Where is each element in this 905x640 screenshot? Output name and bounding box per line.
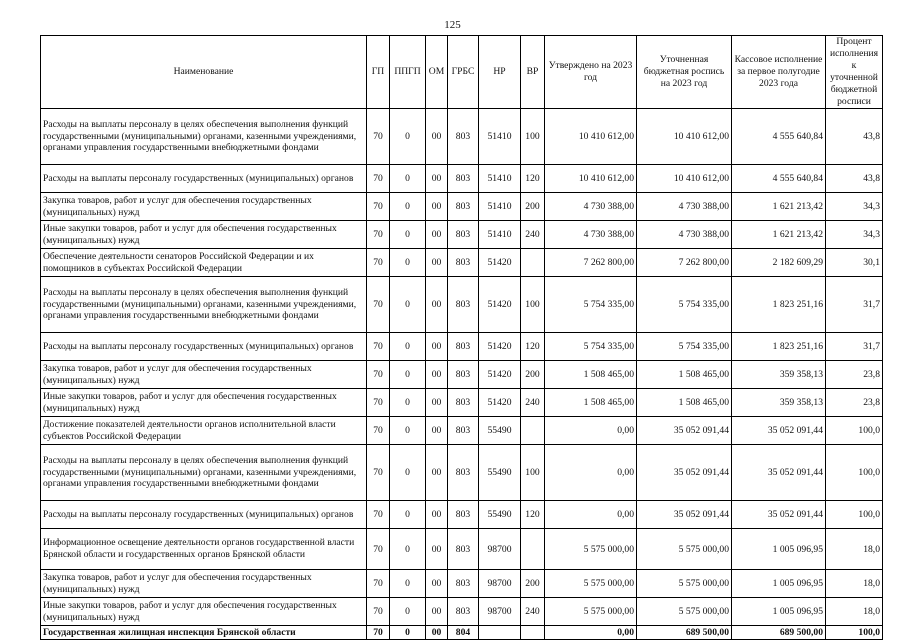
percent-cell: 100,0 <box>826 445 883 501</box>
vr-cell: 120 <box>521 333 545 361</box>
percent-cell: 31,7 <box>826 333 883 361</box>
approved-cell: 4 730 388,00 <box>545 221 637 249</box>
percent-cell: 100,0 <box>826 501 883 529</box>
name-cell: Расходы на выплаты персоналу государственных (муниципальных) органов <box>41 333 367 361</box>
cash-cell: 1 621 213,42 <box>732 193 826 221</box>
vr-cell: 120 <box>521 501 545 529</box>
table-row <box>41 165 883 193</box>
gp-cell: 70 <box>367 109 390 165</box>
header-grbs: ГРБС <box>448 36 479 109</box>
grbs-cell: 803 <box>448 501 479 529</box>
gp-cell: 70 <box>367 417 390 445</box>
table-row <box>41 389 883 417</box>
table-row <box>41 501 883 529</box>
approved-cell: 5 754 335,00 <box>545 333 637 361</box>
vr-cell: 240 <box>521 221 545 249</box>
np-cell: 51420 <box>479 389 521 417</box>
table-row <box>41 221 883 249</box>
om-cell: 00 <box>426 417 448 445</box>
cash-cell: 1 005 096,95 <box>732 598 826 626</box>
percent-cell: 23,8 <box>826 389 883 417</box>
om-cell: 00 <box>426 501 448 529</box>
np-cell: 98700 <box>479 598 521 626</box>
vr-cell: 200 <box>521 361 545 389</box>
gp-cell: 70 <box>367 626 390 640</box>
om-cell: 00 <box>426 598 448 626</box>
name-cell: Расходы на выплаты персоналу в целях обеспечения выполнения функций государственными (муниципальными) органами, казенными учреждениями, органами управления государственными внебюджетными фондами <box>41 277 367 333</box>
cash-cell: 1 823 251,16 <box>732 277 826 333</box>
name-cell: Иные закупки товаров, работ и услуг для обеспечения государственных (муниципальных) нужд <box>41 221 367 249</box>
gp-cell: 70 <box>367 598 390 626</box>
cash-cell: 35 052 091,44 <box>732 417 826 445</box>
np-cell: 51410 <box>479 193 521 221</box>
gp-cell: 70 <box>367 221 390 249</box>
refined-cell: 35 052 091,44 <box>637 501 732 529</box>
percent-cell: 100,0 <box>826 626 883 640</box>
grbs-cell: 803 <box>448 570 479 598</box>
gp-cell: 70 <box>367 193 390 221</box>
refined-cell: 35 052 091,44 <box>637 417 732 445</box>
np-cell: 51420 <box>479 277 521 333</box>
np-cell: 98700 <box>479 570 521 598</box>
table-row <box>41 598 883 626</box>
ppgp-cell: 0 <box>390 165 426 193</box>
approved-cell: 7 262 800,00 <box>545 249 637 277</box>
table-row <box>41 277 883 333</box>
gp-cell: 70 <box>367 570 390 598</box>
grbs-cell: 803 <box>448 361 479 389</box>
table-row <box>41 193 883 221</box>
table-body <box>41 109 883 640</box>
np-cell: 51410 <box>479 165 521 193</box>
approved-cell: 10 410 612,00 <box>545 165 637 193</box>
vr-cell: 120 <box>521 165 545 193</box>
vr-cell: 100 <box>521 109 545 165</box>
header-vr: ВР <box>521 36 545 109</box>
grbs-cell: 803 <box>448 445 479 501</box>
percent-cell: 30,1 <box>826 249 883 277</box>
table-row <box>41 109 883 165</box>
grbs-cell: 803 <box>448 221 479 249</box>
np-cell: 51420 <box>479 249 521 277</box>
refined-cell: 5 575 000,00 <box>637 570 732 598</box>
header-percent: Процент исполнения к уточненной бюджетной росписи <box>826 36 883 109</box>
percent-cell: 43,8 <box>826 165 883 193</box>
approved-cell: 5 575 000,00 <box>545 570 637 598</box>
cash-cell: 1 005 096,95 <box>732 570 826 598</box>
header-approved: Утверждено на 2023 год <box>545 36 637 109</box>
gp-cell: 70 <box>367 249 390 277</box>
vr-cell: 200 <box>521 193 545 221</box>
grbs-cell: 803 <box>448 109 479 165</box>
om-cell: 00 <box>426 193 448 221</box>
percent-cell: 18,0 <box>826 570 883 598</box>
vr-cell: 100 <box>521 277 545 333</box>
table-row <box>41 361 883 389</box>
header-np: НР <box>479 36 521 109</box>
ppgp-cell: 0 <box>390 501 426 529</box>
gp-cell: 70 <box>367 501 390 529</box>
cash-cell: 1 005 096,95 <box>732 529 826 570</box>
np-cell: 51410 <box>479 109 521 165</box>
om-cell: 00 <box>426 277 448 333</box>
om-cell: 00 <box>426 626 448 640</box>
name-cell: Обеспечение деятельности сенаторов Российской Федерации и их помощников в субъектах Российской Федерации <box>41 249 367 277</box>
grbs-cell: 803 <box>448 417 479 445</box>
header-ppgp: ППГП <box>390 36 426 109</box>
gp-cell: 70 <box>367 333 390 361</box>
vr-cell <box>521 626 545 640</box>
grbs-cell: 803 <box>448 165 479 193</box>
ppgp-cell: 0 <box>390 626 426 640</box>
approved-cell: 0,00 <box>545 445 637 501</box>
np-cell: 55490 <box>479 417 521 445</box>
ppgp-cell: 0 <box>390 109 426 165</box>
refined-cell: 5 575 000,00 <box>637 598 732 626</box>
refined-cell: 5 754 335,00 <box>637 333 732 361</box>
refined-cell: 7 262 800,00 <box>637 249 732 277</box>
refined-cell: 10 410 612,00 <box>637 109 732 165</box>
refined-cell: 1 508 465,00 <box>637 389 732 417</box>
np-cell: 51410 <box>479 221 521 249</box>
ppgp-cell: 0 <box>390 529 426 570</box>
name-cell: Иные закупки товаров, работ и услуг для обеспечения государственных (муниципальных) нужд <box>41 598 367 626</box>
table-row <box>41 445 883 501</box>
vr-cell: 240 <box>521 389 545 417</box>
om-cell: 00 <box>426 165 448 193</box>
grbs-cell: 804 <box>448 626 479 640</box>
grbs-cell: 803 <box>448 598 479 626</box>
table-row <box>41 570 883 598</box>
name-cell: Информационное освещение деятельности органов государственной власти Брянской области и государственных органов Брянской области <box>41 529 367 570</box>
refined-cell: 4 730 388,00 <box>637 221 732 249</box>
name-cell: Расходы на выплаты персоналу государственных (муниципальных) органов <box>41 501 367 529</box>
budget-execution-table <box>40 35 883 640</box>
om-cell: 00 <box>426 221 448 249</box>
percent-cell: 34,3 <box>826 221 883 249</box>
ppgp-cell: 0 <box>390 249 426 277</box>
cash-cell: 359 358,13 <box>732 389 826 417</box>
gp-cell: 70 <box>367 389 390 417</box>
approved-cell: 5 575 000,00 <box>545 529 637 570</box>
refined-cell: 5 575 000,00 <box>637 529 732 570</box>
grbs-cell: 803 <box>448 389 479 417</box>
name-cell: Расходы на выплаты персоналу государственных (муниципальных) органов <box>41 165 367 193</box>
cash-cell: 1 621 213,42 <box>732 221 826 249</box>
name-cell: Расходы на выплаты персоналу в целях обеспечения выполнения функций государственными (муниципальными) органами, казенными учреждениями, органами управления государственными внебюджетными фондами <box>41 445 367 501</box>
name-cell: Достижение показателей деятельности органов исполнительной власти субъектов Российской Федерации <box>41 417 367 445</box>
ppgp-cell: 0 <box>390 361 426 389</box>
table-row <box>41 249 883 277</box>
table-row-total <box>41 626 883 640</box>
page-number: 125 <box>444 19 461 31</box>
om-cell: 00 <box>426 109 448 165</box>
grbs-cell: 803 <box>448 333 479 361</box>
cash-cell: 2 182 609,29 <box>732 249 826 277</box>
name-cell: Государственная жилищная инспекция Брянской области <box>41 626 367 640</box>
om-cell: 00 <box>426 529 448 570</box>
gp-cell: 70 <box>367 445 390 501</box>
grbs-cell: 803 <box>448 193 479 221</box>
name-cell: Закупка товаров, работ и услуг для обеспечения государственных (муниципальных) нужд <box>41 361 367 389</box>
table-row <box>41 529 883 570</box>
grbs-cell: 803 <box>448 277 479 333</box>
approved-cell: 10 410 612,00 <box>545 109 637 165</box>
refined-cell: 689 500,00 <box>637 626 732 640</box>
refined-cell: 1 508 465,00 <box>637 361 732 389</box>
np-cell <box>479 626 521 640</box>
refined-cell: 5 754 335,00 <box>637 277 732 333</box>
cash-cell: 359 358,13 <box>732 361 826 389</box>
gp-cell: 70 <box>367 361 390 389</box>
cash-cell: 1 823 251,16 <box>732 333 826 361</box>
cash-cell: 35 052 091,44 <box>732 445 826 501</box>
percent-cell: 18,0 <box>826 598 883 626</box>
header-om: ОМ <box>426 36 448 109</box>
ppgp-cell: 0 <box>390 389 426 417</box>
cash-cell: 689 500,00 <box>732 626 826 640</box>
ppgp-cell: 0 <box>390 193 426 221</box>
percent-cell: 100,0 <box>826 417 883 445</box>
om-cell: 00 <box>426 249 448 277</box>
ppgp-cell: 0 <box>390 417 426 445</box>
vr-cell: 100 <box>521 445 545 501</box>
np-cell: 51420 <box>479 361 521 389</box>
name-cell: Иные закупки товаров, работ и услуг для обеспечения государственных (муниципальных) нужд <box>41 389 367 417</box>
approved-cell: 0,00 <box>545 626 637 640</box>
cash-cell: 35 052 091,44 <box>732 501 826 529</box>
refined-cell: 4 730 388,00 <box>637 193 732 221</box>
om-cell: 00 <box>426 333 448 361</box>
grbs-cell: 803 <box>448 249 479 277</box>
approved-cell: 1 508 465,00 <box>545 389 637 417</box>
om-cell: 00 <box>426 570 448 598</box>
np-cell: 55490 <box>479 445 521 501</box>
ppgp-cell: 0 <box>390 445 426 501</box>
gp-cell: 70 <box>367 277 390 333</box>
refined-cell: 10 410 612,00 <box>637 165 732 193</box>
header-refined: Уточненная бюджетная роспись на 2023 год <box>637 36 732 109</box>
approved-cell: 0,00 <box>545 501 637 529</box>
percent-cell: 31,7 <box>826 277 883 333</box>
header-name: Наименование <box>41 36 367 109</box>
ppgp-cell: 0 <box>390 221 426 249</box>
approved-cell: 0,00 <box>545 417 637 445</box>
vr-cell: 240 <box>521 598 545 626</box>
cash-cell: 4 555 640,84 <box>732 165 826 193</box>
table-row <box>41 333 883 361</box>
percent-cell: 34,3 <box>826 193 883 221</box>
gp-cell: 70 <box>367 165 390 193</box>
ppgp-cell: 0 <box>390 333 426 361</box>
header-gp: ГП <box>367 36 390 109</box>
np-cell: 51420 <box>479 333 521 361</box>
om-cell: 00 <box>426 361 448 389</box>
vr-cell <box>521 417 545 445</box>
om-cell: 00 <box>426 389 448 417</box>
gp-cell: 70 <box>367 529 390 570</box>
percent-cell: 18,0 <box>826 529 883 570</box>
table-row <box>41 417 883 445</box>
refined-cell: 35 052 091,44 <box>637 445 732 501</box>
om-cell: 00 <box>426 445 448 501</box>
vr-cell <box>521 249 545 277</box>
name-cell: Расходы на выплаты персоналу в целях обеспечения выполнения функций государственными (муниципальными) органами, казенными учреждениями, органами управления государственными внебюджетными фондами <box>41 109 367 165</box>
ppgp-cell: 0 <box>390 570 426 598</box>
vr-cell: 200 <box>521 570 545 598</box>
name-cell: Закупка товаров, работ и услуг для обеспечения государственных (муниципальных) нужд <box>41 193 367 221</box>
ppgp-cell: 0 <box>390 598 426 626</box>
grbs-cell: 803 <box>448 529 479 570</box>
approved-cell: 4 730 388,00 <box>545 193 637 221</box>
approved-cell: 1 508 465,00 <box>545 361 637 389</box>
ppgp-cell: 0 <box>390 277 426 333</box>
name-cell: Закупка товаров, работ и услуг для обеспечения государственных (муниципальных) нужд <box>41 570 367 598</box>
approved-cell: 5 754 335,00 <box>545 277 637 333</box>
vr-cell <box>521 529 545 570</box>
approved-cell: 5 575 000,00 <box>545 598 637 626</box>
cash-cell: 4 555 640,84 <box>732 109 826 165</box>
percent-cell: 43,8 <box>826 109 883 165</box>
percent-cell: 23,8 <box>826 361 883 389</box>
header-cash: Кассовое исполнение за первое полугодие 2023 года <box>732 36 826 109</box>
table-header-row <box>41 36 883 109</box>
np-cell: 55490 <box>479 501 521 529</box>
np-cell: 98700 <box>479 529 521 570</box>
